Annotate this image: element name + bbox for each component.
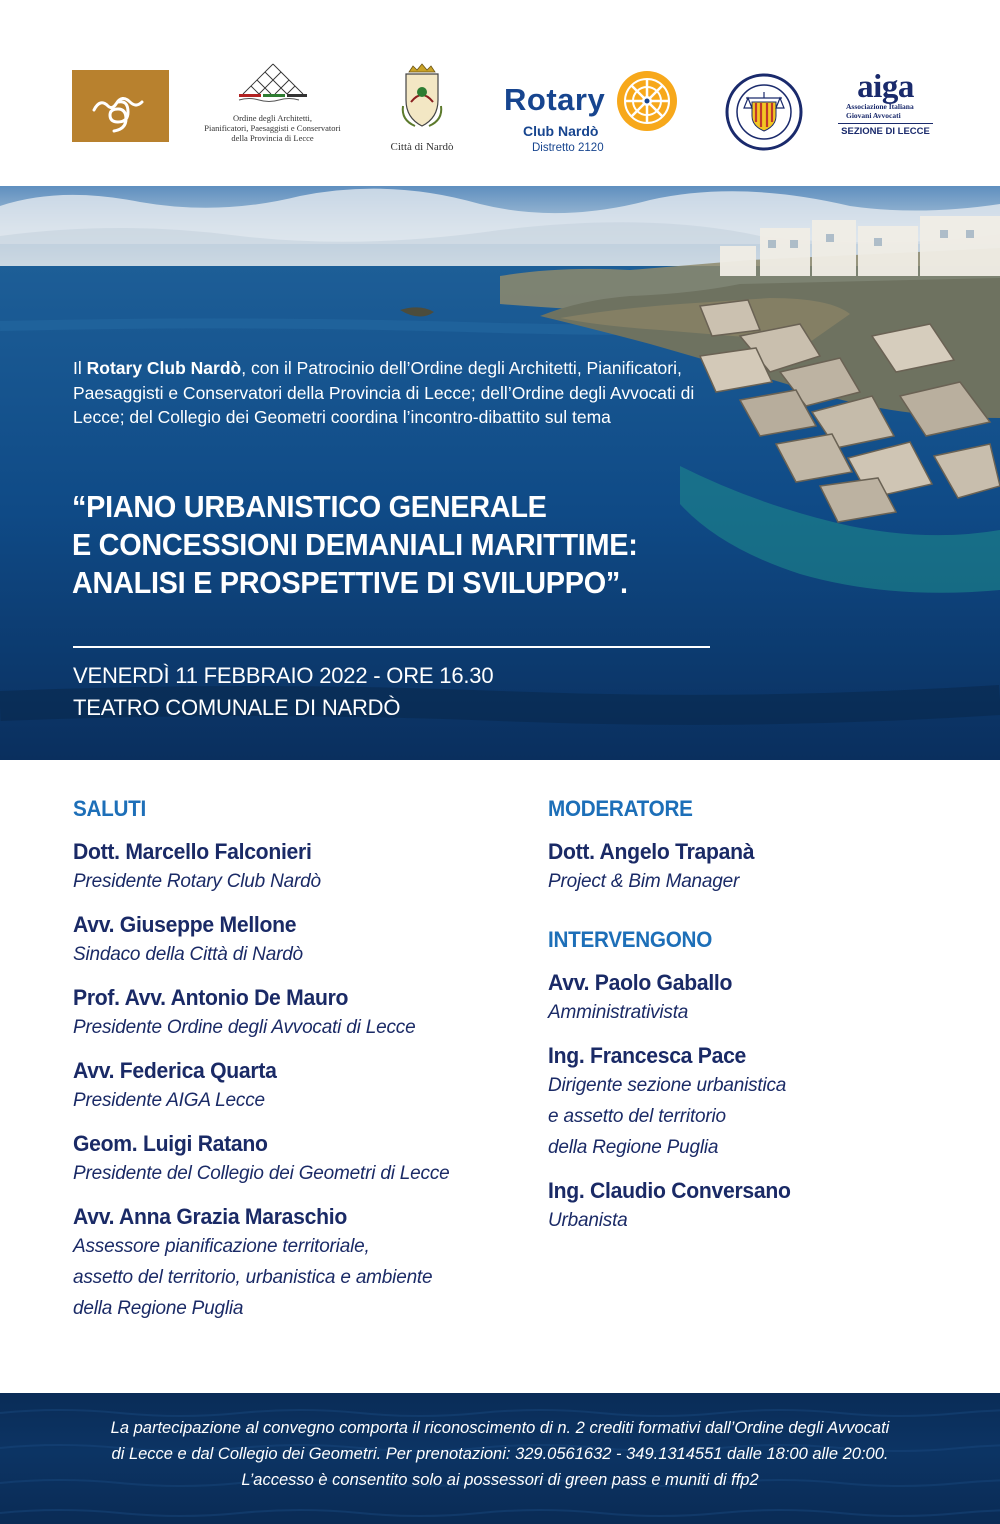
speaker-entry <box>73 1057 533 1116</box>
speaker-role: Project & Bim Manager <box>548 871 740 892</box>
speaker-name: Dott. Marcello Falconieri <box>73 839 312 864</box>
ordine-avvocati-logo <box>724 72 804 152</box>
speaker-role: Presidente del Collegio dei Geometri di Lecce <box>73 1163 450 1184</box>
speaker-entry <box>548 1042 968 1163</box>
speaker-name: Avv. Giuseppe Mellone <box>73 912 297 937</box>
speaker-role: Presidente AIGA Lecce <box>73 1090 265 1111</box>
speaker-role: Dirigente sezione urbanistica <box>548 1075 787 1096</box>
speaker-role: Urbanista <box>548 1210 628 1231</box>
rotary-club-name-inline: Rotary Club Nardò <box>86 358 242 378</box>
rotary-club-name: Club Nardò <box>523 123 599 139</box>
speaker-name: Avv. Federica Quarta <box>73 1058 277 1083</box>
speaker-entry <box>73 838 533 897</box>
speaker-role: della Regione Puglia <box>73 1298 244 1319</box>
collegio-geometri-logo <box>72 70 169 142</box>
moderatore-heading: MODERATORE <box>548 796 693 821</box>
speaker-entry <box>548 838 968 897</box>
lawyers-seal-icon <box>724 72 804 152</box>
rotary-wordmark: Rotary <box>504 82 606 117</box>
speaker-role: assetto del territorio, urbanistica e ambiente <box>73 1267 433 1288</box>
speaker-name: Avv. Anna Grazia Maraschio <box>73 1204 347 1229</box>
saluti-column <box>73 796 533 1324</box>
speaker-role: Assessore pianificazione territoriale, <box>73 1236 370 1257</box>
event-when-where <box>73 660 493 724</box>
speaker-entry <box>73 1203 533 1324</box>
speaker-role: Presidente Rotary Club Nardò <box>73 871 321 892</box>
footer-notice: La partecipazione al convegno comporta il riconoscimento di n. 2 crediti formativi dall’Ordine degli Avvocati di Lecce e dal Collegio dei Geometri. Per prenotazioni: 329.0561632 - 349.1314551 dalle 18:00 alle 20:00. L’accesso è consentito solo ai possessori di green pass e muniti di ffp2 <box>110 1419 890 1489</box>
aiga-section: SEZIONE DI LECCE <box>838 123 933 137</box>
architects-lattice-icon <box>233 62 313 104</box>
speaker-role: Amministrativista <box>548 1002 689 1023</box>
saluti-heading: SALUTI <box>73 796 146 821</box>
intro-paragraph: Il Rotary Club Nardò, con il Patrocinio dell’Ordine degli Architetti, Pianificatori, Paesaggisti e Conservatori della Provincia di Lecce; dell’Ordine degli Avvocati di Lecce; del Collegio dei Geometri coordina l’incontro-dibattito sul tema <box>73 358 695 427</box>
speaker-role: e assetto del territorio <box>548 1106 726 1127</box>
speaker-role: della Regione Puglia <box>548 1137 719 1158</box>
speaker-entry <box>73 1130 533 1189</box>
moderatore-column <box>548 796 968 1236</box>
hero-banner <box>0 186 1000 760</box>
aiga-wordmark: aiga <box>857 69 914 105</box>
architects-caption: Ordine degli Architetti, Pianificatori, Paesaggisti e Conservatori della Provincia di Lecce <box>204 113 341 143</box>
city-coat-of-arms-icon <box>397 62 447 132</box>
rotary-club-logo <box>498 64 688 159</box>
speaker-role: Presidente Ordine degli Avvocati di Lecce <box>73 1017 416 1038</box>
speaker-name: Ing. Francesca Pace <box>548 1043 747 1068</box>
event-datetime: VENERDÌ 11 FEBBRAIO 2022 - ORE 16.30 <box>73 663 494 688</box>
cg-monogram-icon <box>72 70 169 142</box>
intervengono-heading: INTERVENGONO <box>548 927 713 952</box>
city-caption: Città di Nardò <box>390 141 454 153</box>
title-divider <box>73 646 710 648</box>
footer-banner <box>0 1393 1000 1524</box>
speaker-name: Dott. Angelo Trapanà <box>548 839 755 864</box>
logo-strip <box>0 0 1000 186</box>
speaker-name: Geom. Luigi Ratano <box>73 1131 268 1156</box>
speaker-name: Ing. Claudio Conversano <box>548 1178 791 1203</box>
aiga-subtitle: Associazione Italiana Giovani Avvocati <box>846 102 914 120</box>
event-title: “PIANO URBANISTICO GENERALE E CONCESSIONI DEMANIALI MARITTIME: ANALISI E PROSPETTIVE DI SVILUPPO”. <box>72 489 638 600</box>
speaker-role: Sindaco della Città di Nardò <box>73 944 303 965</box>
rotary-district: Distretto 2120 <box>532 142 604 154</box>
citta-di-nardo-logo <box>372 62 472 162</box>
speaker-entry <box>73 984 533 1043</box>
speaker-name: Avv. Paolo Gaballo <box>548 970 733 995</box>
event-venue: TEATRO COMUNALE DI NARDÒ <box>73 695 401 720</box>
speaker-entry <box>548 1177 968 1236</box>
architects-order-logo <box>200 62 345 162</box>
rotary-wheel-icon <box>614 68 680 134</box>
speaker-entry <box>73 911 533 970</box>
aiga-logo <box>838 69 933 147</box>
speaker-name: Prof. Avv. Antonio De Mauro <box>73 985 349 1010</box>
speaker-entry <box>548 969 968 1028</box>
